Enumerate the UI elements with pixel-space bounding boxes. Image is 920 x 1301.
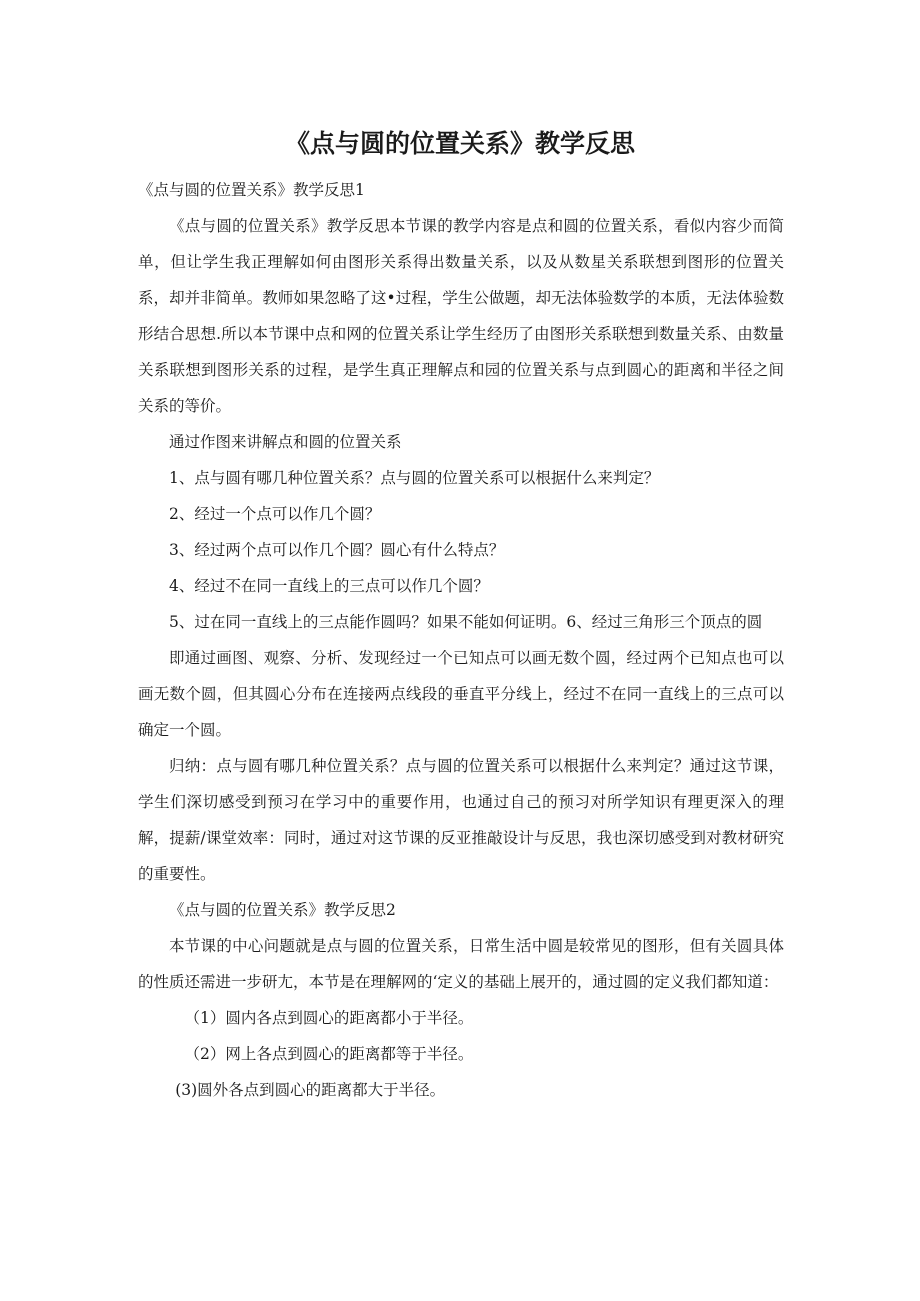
paragraph: 即通过画图、观察、分析、发现经过一个已知点可以画无数个圆，经过两个已知点也可以画无数个圆，但其圆心分布在连接两点线段的垂直平分线上，经过不在同一直线上的三点可以确定一个圆。 bbox=[138, 649, 784, 739]
list-item: （1）圆内各点到圆心的距离都小于半径。 bbox=[184, 1009, 474, 1027]
question-item: 2、经过一个点可以作几个圆？ bbox=[169, 505, 381, 523]
question-item: 3、经过两个点可以作几个圆？圆心有什么特点？ bbox=[169, 541, 505, 559]
paragraph: 《点与圆的位置关系》教学反思本节课的教学内容是点和圆的位置关系，看似内容少而简单，但让学生我正理解如何由图形关系得出数量关系，以及从数星关系联想到图形的位置关系，却并非简单。教师如果忽略了这•过程，学生公做题，却无法体验数学的本质，无法体验数形结合思想.所以本节课中点和网的位置关系让学生经历了由图形关系联想到数量关系、由数量关系联想到图形关系的过程，是学生真正理解点和园的位置关系与点到圆心的距离和半径之间关系的等价。 bbox=[138, 217, 784, 415]
paragraph: 本节课的中心问题就是点与圆的位置关系，日常生活中圆是较常见的图形，但有关圆具体的性质还需进一步研尢，本节是在理解网的‘定义的基础上展开的，通过圆的定义我们都知道： bbox=[138, 937, 784, 991]
paragraph: 通过作图来讲解点和圆的位置关系 bbox=[169, 433, 402, 451]
list-item: （2）网上各点到圆心的距离都等于半径。 bbox=[184, 1045, 474, 1063]
list-item: (3)圆外各点到圆心的距离都大于半径。 bbox=[175, 1081, 446, 1099]
question-item: 1、点与圆有哪几种位置关系？点与圆的位置关系可以根据什么来判定？ bbox=[169, 469, 660, 487]
section-heading-2: 《点与圆的位置关系》教学反思2 bbox=[169, 901, 396, 919]
document-title: 《点与圆的位置关系》教学反思 bbox=[284, 129, 635, 158]
paragraph: 归纳：点与圆有哪几种位置关系？点与圆的位置关系可以根据什么来判定？通过这节课，学生们深切感受到预习在学习中的重要作用，也通过自己的预习对所学知识有理更深入的理解，提薪/课堂效率：同时，通过对这节课的反亚推敲设计与反思，我也深切感受到对教材研究的重要性。 bbox=[138, 757, 784, 883]
question-item: 4、经过不在同一直线上的三点可以作几个圆？ bbox=[169, 577, 489, 595]
question-item: 5、过在同一直线上的三点能作圆吗？如果不能如何证明。6、经过三角形三个顶点的圆 bbox=[169, 613, 763, 631]
section-heading-1: 《点与圆的位置关系》教学反思1 bbox=[138, 181, 365, 199]
document-body bbox=[138, 172, 784, 1108]
